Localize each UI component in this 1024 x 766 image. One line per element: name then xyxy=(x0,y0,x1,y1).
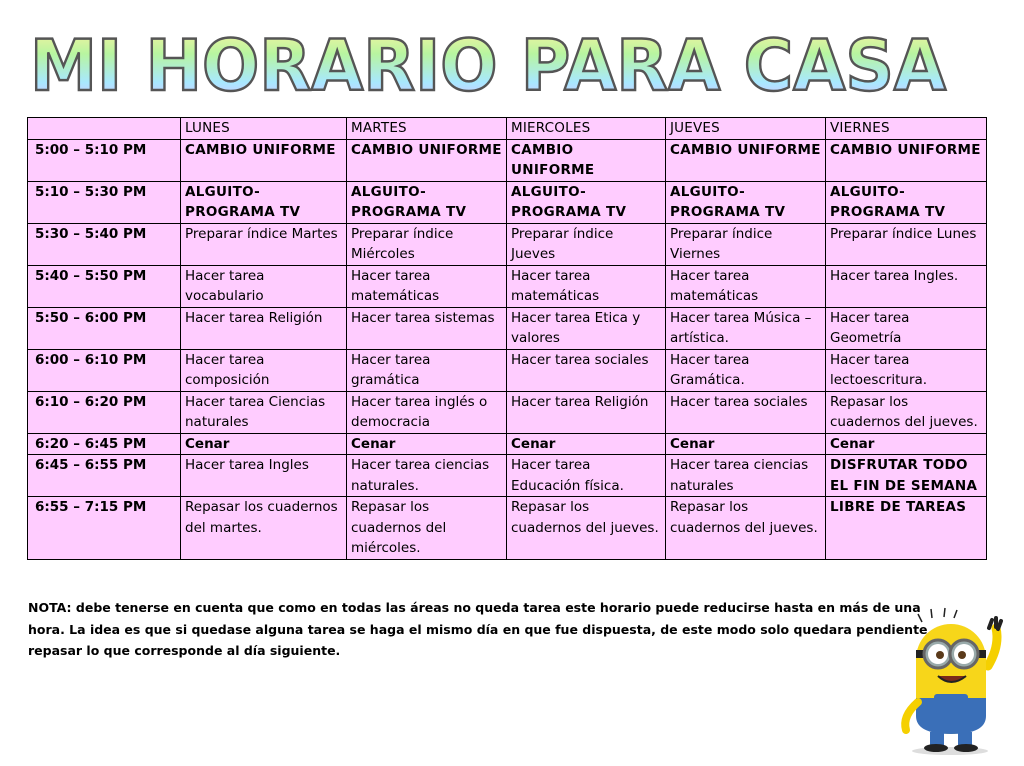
title-graphic xyxy=(28,26,948,102)
activity-cell: ALGUITO-PROGRAMA TV xyxy=(347,181,507,223)
header-corner-cell xyxy=(28,118,181,140)
activity-cell: Hacer tarea composición xyxy=(181,349,347,391)
activity-cell: Hacer tarea matemáticas xyxy=(666,265,826,307)
activity-cell: Cenar xyxy=(181,433,347,455)
activity-cell: CAMBIO UNIFORME xyxy=(181,139,347,181)
time-slot: 5:50 – 6:00 PM xyxy=(28,307,181,349)
table-row xyxy=(28,265,987,307)
activity-cell: Hacer tarea sociales xyxy=(666,391,826,433)
activity-cell: Hacer tarea ciencias naturales xyxy=(666,455,826,497)
activity-cell: Repasar los cuadernos del jueves. xyxy=(666,497,826,560)
activity-cell: Repasar los cuadernos del jueves. xyxy=(826,391,987,433)
time-slot: 5:30 – 5:40 PM xyxy=(28,223,181,265)
day-header: LUNES xyxy=(181,118,347,140)
schedule-body xyxy=(28,139,987,559)
activity-cell: ALGUITO-PROGRAMA TV xyxy=(826,181,987,223)
activity-cell: Preparar índice Jueves xyxy=(507,223,666,265)
activity-cell: Hacer tarea Educación física. xyxy=(507,455,666,497)
activity-cell: Hacer tarea sociales xyxy=(507,349,666,391)
activity-cell: CAMBIO UNIFORME xyxy=(347,139,507,181)
activity-cell: Hacer tarea Ingles xyxy=(181,455,347,497)
activity-cell: ALGUITO-PROGRAMA TV xyxy=(507,181,666,223)
time-slot: 5:00 – 5:10 PM xyxy=(28,139,181,181)
table-row xyxy=(28,139,987,181)
day-header: MARTES xyxy=(347,118,507,140)
activity-cell: DISFRUTAR TODO EL FIN DE SEMANA xyxy=(826,455,987,497)
activity-cell: Hacer tarea Música – artística. xyxy=(666,307,826,349)
time-slot: 5:10 – 5:30 PM xyxy=(28,181,181,223)
activity-cell: Preparar índice Martes xyxy=(181,223,347,265)
activity-cell: Preparar índice Miércoles xyxy=(347,223,507,265)
day-header: VIERNES xyxy=(826,118,987,140)
activity-cell: Hacer tarea Ingles. xyxy=(826,265,987,307)
activity-cell: CAMBIO UNIFORME xyxy=(666,139,826,181)
activity-cell: Hacer tarea Geometría xyxy=(826,307,987,349)
activity-cell: CAMBIO UNIFORME xyxy=(826,139,987,181)
time-slot: 5:40 – 5:50 PM xyxy=(28,265,181,307)
activity-cell: CAMBIO UNIFORME xyxy=(507,139,666,181)
table-row xyxy=(28,223,987,265)
day-header: JUEVES xyxy=(666,118,826,140)
activity-cell: Hacer tarea ciencias naturales. xyxy=(347,455,507,497)
table-row xyxy=(28,455,987,497)
table-row xyxy=(28,181,987,223)
activity-cell: Hacer tarea Gramática. xyxy=(666,349,826,391)
activity-cell: Preparar índice Viernes xyxy=(666,223,826,265)
minion-illustration xyxy=(888,606,1022,756)
page-title xyxy=(28,26,948,102)
time-slot: 6:45 – 6:55 PM xyxy=(28,455,181,497)
activity-cell: Hacer tarea Etica y valores xyxy=(507,307,666,349)
table-row xyxy=(28,349,987,391)
time-slot: 6:00 – 6:10 PM xyxy=(28,349,181,391)
activity-cell: Cenar xyxy=(507,433,666,455)
activity-cell: Preparar índice Lunes xyxy=(826,223,987,265)
time-slot: 6:55 – 7:15 PM xyxy=(28,497,181,560)
activity-cell: Cenar xyxy=(347,433,507,455)
schedule-table xyxy=(27,117,987,560)
activity-cell: Repasar los cuadernos del martes. xyxy=(181,497,347,560)
activity-cell: Cenar xyxy=(826,433,987,455)
title-text: MI HORARIO PARA CASA xyxy=(30,26,946,102)
activity-cell: Hacer tarea matemáticas xyxy=(507,265,666,307)
activity-cell: Hacer tarea matemáticas xyxy=(347,265,507,307)
activity-cell: LIBRE DE TAREAS xyxy=(826,497,987,560)
time-slot: 6:20 – 6:45 PM xyxy=(28,433,181,455)
table-row xyxy=(28,307,987,349)
activity-cell: Hacer tarea Religión xyxy=(507,391,666,433)
schedule-header xyxy=(28,118,987,140)
activity-cell: Repasar los cuadernos del jueves. xyxy=(507,497,666,560)
time-slot: 6:10 – 6:20 PM xyxy=(28,391,181,433)
activity-cell: Cenar xyxy=(666,433,826,455)
note-text: NOTA: debe tenerse en cuenta que como en todas las áreas no queda tarea este horario puede reducirse hasta en más de una hora. La idea es que si quedase alguna tarea se haga el mismo día en que fue dispuesta, de este modo solo quedara pendiente repasar lo que corresponde al día siguiente. xyxy=(28,600,928,658)
activity-cell: Hacer tarea inglés o democracia xyxy=(347,391,507,433)
table-row xyxy=(28,391,987,433)
activity-cell: ALGUITO-PROGRAMA TV xyxy=(181,181,347,223)
activity-cell: ALGUITO-PROGRAMA TV xyxy=(666,181,826,223)
activity-cell: Hacer tarea Religión xyxy=(181,307,347,349)
activity-cell: Hacer tarea gramática xyxy=(347,349,507,391)
activity-cell: Hacer tarea vocabulario xyxy=(181,265,347,307)
header-row xyxy=(28,118,987,140)
activity-cell: Hacer tarea sistemas xyxy=(347,307,507,349)
table-row xyxy=(28,497,987,560)
activity-cell: Hacer tarea lectoescritura. xyxy=(826,349,987,391)
activity-cell: Hacer tarea Ciencias naturales xyxy=(181,391,347,433)
activity-cell: Repasar los cuadernos del miércoles. xyxy=(347,497,507,560)
table-row xyxy=(28,433,987,455)
day-header: MIERCOLES xyxy=(507,118,666,140)
